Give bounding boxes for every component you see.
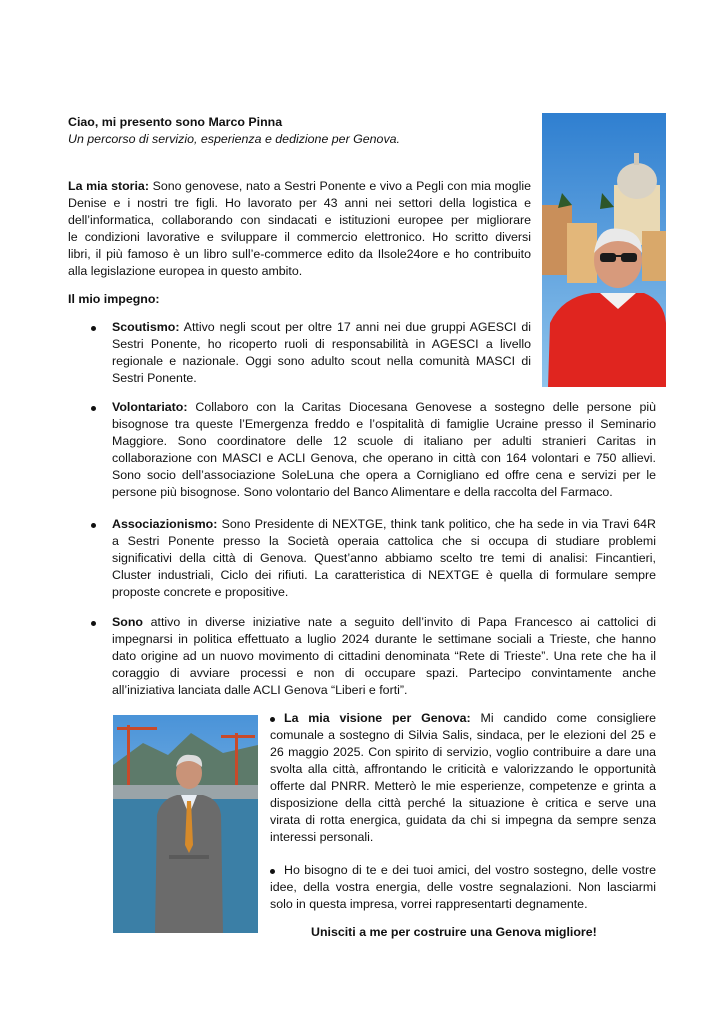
item-line: Sestri Ponente, ho ricoperto ruoli di responsabilità in AGESCI a livello — [112, 337, 531, 351]
item-line: Cluster industriali, Ciclo dei rifiuti. La caratteristica di NEXTGE è quella di formulare sempre — [112, 568, 656, 582]
tagline: Un percorso di servizio, esperienza e dedizione per Genova. — [68, 132, 400, 146]
visione-line: comunale a sostegno di Silvia Salis, sindaca, per le elezioni del 25 e — [270, 728, 656, 742]
storia-line: le condizioni lavorative e sviluppare il commercio elettronico. Ho scritto diversi — [68, 230, 531, 244]
impegno-title: Il mio impegno: — [68, 292, 160, 306]
item-line: Sestri Ponente. — [112, 371, 197, 385]
closing-slogan: Unisciti a me per costruire una Genova migliore! — [311, 925, 597, 939]
item-label: Scoutismo: — [112, 320, 180, 334]
item-line: Maggiore. Sono coordinatore delle 12 scuole di italiano per adulti stranieri Caritas in — [112, 434, 656, 448]
item-line: Sono attivo in diverse iniziative nate a seguito dell’invito di Papa Francesco ai cattolici di — [112, 615, 656, 629]
item-line: Scoutismo: Attivo negli scout per oltre 17 anni nei due gruppi AGESCI di — [112, 320, 531, 334]
storia-label: La mia storia: — [68, 179, 149, 193]
item-label: Associazionismo: — [112, 517, 218, 531]
item-line: impegnarsi in politica effettuato a luglio 2024 durante le settimane sociali a Trieste, che hanno — [112, 632, 656, 646]
storia-line: libri, il più famoso è un libro sull’e-commerce edito da Ilsole24ore e ho contribuito — [68, 247, 531, 261]
item-line: dato origine ad un nuovo movimento di cittadini denominata “Rete di Trieste”. Una rete che ha il — [112, 649, 656, 663]
item-line: a Sestri Ponente presso la Società operaia cattolica che si occupa di studiare problemi — [112, 534, 656, 548]
bullet-icon — [91, 523, 96, 528]
item-line: coraggio di avviare processi e non di occupare spazi. Partecipo convintamente anche — [112, 666, 656, 680]
storia-line: dell’informatica, collaborando con sindacati e istituzioni europee per migliorare — [68, 213, 531, 227]
item-line: regionale e nazionale. Oggi sono adulto scout nella comunità MASCI di — [112, 354, 531, 368]
visione-line: offerte dal PNRR. Metterò le mie esperienze, competenze e grinta a — [270, 779, 656, 793]
visione-label: La mia visione per Genova: — [284, 711, 471, 725]
item-line: collaborazione con MASCI e ACLI Genova, che operano in città con 164 volontari e 750 allievi. — [112, 451, 656, 465]
item-line: Sono socio dell’associazione SoleLuna che opera a Cornigliano ed offre cena e servizi per le — [112, 468, 656, 482]
storia-line: alla legislazione europea in questo ambito. — [68, 264, 303, 278]
greeting: Ciao, mi presento sono Marco Pinna — [68, 115, 283, 129]
bullet-icon — [91, 406, 96, 411]
item-line: persone più bisognose. Sono volontario del Banco Alimentare e della raccolta del Farmaco. — [112, 485, 613, 499]
item-label: Sono — [112, 615, 143, 629]
item-line: all’iniziativa lanciata dalle ACLI Genova “Liberi e forti”. — [112, 683, 408, 697]
appello-line: Ho bisogno di te e dei tuoi amici, del vostro sostegno, delle vostre — [284, 863, 656, 877]
harbour-photo — [113, 715, 258, 933]
item-label: Volontariato: — [112, 400, 188, 414]
item-line: proposte concrete e propositive. — [112, 585, 289, 599]
bullet-icon — [270, 869, 275, 874]
bullet-icon — [270, 717, 275, 722]
visione-line: svolta alla città, affrontando le criticità e valorizzando le opportunità — [270, 762, 656, 776]
item-line: bisognose tra queste l’Emergenza freddo e l’ospitalità di famiglie Ucraine presso il Seminario — [112, 417, 656, 431]
storia-line: Denise e i nostri tre figli. Ho lavorato per 43 anni nei settori della logistica e — [68, 196, 531, 210]
visione-line: 26 maggio 2025. Con spirito di servizio, voglio contribuire a dare una — [270, 745, 656, 759]
visione-line: interessi personali. — [270, 830, 374, 844]
portrait-photo — [542, 113, 666, 387]
item-line: Associazionismo: Sono Presidente di NEXTGE, think tank politico, che ha sede in via Travi 64R — [112, 517, 656, 531]
appello-line: idee, della vostra energia, delle vostre segnalazioni. Non lasciarmi — [270, 880, 656, 894]
bullet-icon — [91, 621, 96, 626]
storia-line: La mia storia: Sono genovese, nato a Sestri Ponente e vivo a Pegli con mia moglie — [68, 179, 531, 193]
harbour-photo-image — [113, 715, 258, 933]
item-line: significativi della città di Genova. Quest’anno abbiamo scelto tre temi di analisi: Fincantieri, — [112, 551, 656, 565]
bullet-icon — [91, 326, 96, 331]
portrait-photo-image — [542, 113, 666, 387]
visione-line: La mia visione per Genova: Mi candido come consigliere — [284, 711, 656, 725]
item-line: Volontariato: Collaboro con la Caritas Diocesana Genovese a sostegno delle persone più — [112, 400, 656, 414]
appello-line: solo in questa impresa, vorrei rappresentarti degnamente. — [270, 897, 588, 911]
visione-line: virata di rotta energica, guidata da chi si impegna da sempre senza — [270, 813, 656, 827]
visione-line: disposizione della città perché la situazione è critica e serve una — [270, 796, 656, 810]
